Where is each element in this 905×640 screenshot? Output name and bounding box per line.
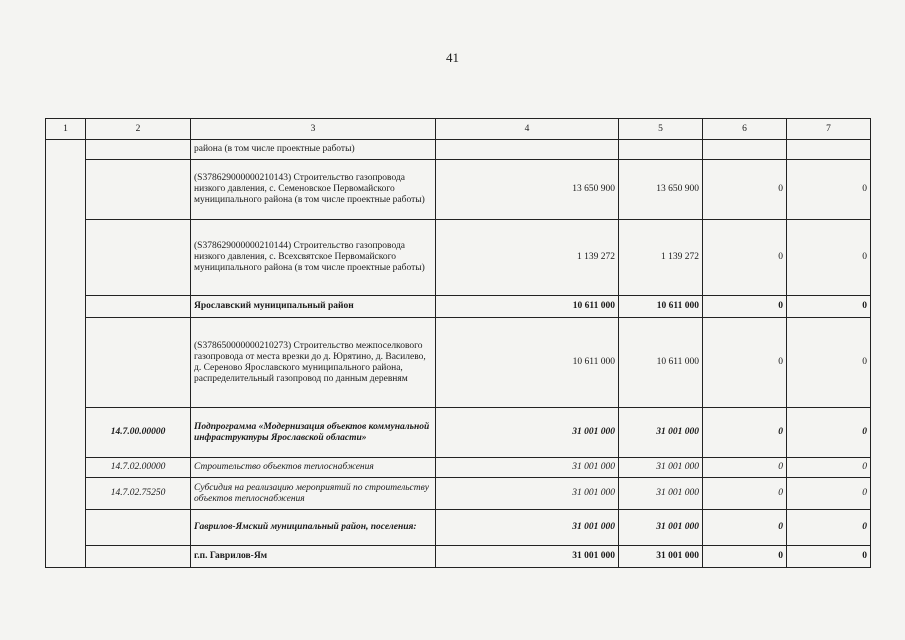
header-cell-2: 2 (86, 119, 191, 140)
amount-cell-4: 31 001 000 (436, 458, 619, 478)
table-row (46, 458, 871, 478)
amount-cell-6: 0 (703, 408, 787, 458)
amount-cell-6: 0 (703, 478, 787, 510)
amount-cell-5: 31 001 000 (619, 408, 703, 458)
header-cell-4: 4 (436, 119, 619, 140)
table-row (46, 408, 871, 458)
code-cell (86, 510, 191, 546)
amount-cell-7: 0 (787, 510, 871, 546)
header-cell-3: 3 (191, 119, 436, 140)
code-cell: 14.7.02.00000 (86, 458, 191, 478)
name-cell: Подпрограмма «Модернизация объектов коммунальной инфраструктуры Ярославской области» (191, 408, 436, 458)
name-cell: (S378629000000210144) Строительство газопровода низкого давления, с. Всехсвятское Первомайского муниципального района (в том числе проектные работы) (191, 220, 436, 296)
row-number-cell (46, 140, 86, 568)
table-row (46, 140, 871, 160)
code-cell (86, 546, 191, 568)
code-cell (86, 140, 191, 160)
amount-cell-5: 31 001 000 (619, 478, 703, 510)
amount-cell-5: 31 001 000 (619, 458, 703, 478)
amount-cell-6: 0 (703, 546, 787, 568)
table-row (46, 546, 871, 568)
code-cell (86, 296, 191, 318)
amount-cell-7: 0 (787, 458, 871, 478)
name-cell: г.п. Гаврилов-Ям (191, 546, 436, 568)
header-row (46, 119, 871, 140)
header-cell-1: 1 (46, 119, 86, 140)
amount-cell-5: 31 001 000 (619, 510, 703, 546)
amount-cell-6: 0 (703, 160, 787, 220)
amount-cell-7: 0 (787, 546, 871, 568)
amount-cell-6: 0 (703, 458, 787, 478)
amount-cell-4 (436, 140, 619, 160)
header-cell-5: 5 (619, 119, 703, 140)
amount-cell-6: 0 (703, 296, 787, 318)
amount-cell-7 (787, 140, 871, 160)
header-cell-6: 6 (703, 119, 787, 140)
amount-cell-7: 0 (787, 296, 871, 318)
amount-cell-5: 13 650 900 (619, 160, 703, 220)
code-cell (86, 318, 191, 408)
code-cell: 14.7.00.00000 (86, 408, 191, 458)
name-cell: Субсидия на реализацию мероприятий по строительству объектов теплоснабжения (191, 478, 436, 510)
table-row (46, 296, 871, 318)
amount-cell-6 (703, 140, 787, 160)
amount-cell-6: 0 (703, 220, 787, 296)
amount-cell-4: 13 650 900 (436, 160, 619, 220)
amount-cell-7: 0 (787, 478, 871, 510)
table-row (46, 220, 871, 296)
amount-cell-7: 0 (787, 160, 871, 220)
code-cell: 14.7.02.75250 (86, 478, 191, 510)
code-cell (86, 220, 191, 296)
table-row (46, 318, 871, 408)
name-cell: района (в том числе проектные работы) (191, 140, 436, 160)
code-cell (86, 160, 191, 220)
amount-cell-5: 31 001 000 (619, 546, 703, 568)
name-cell: (S378629000000210143) Строительство газопровода низкого давления, с. Семеновское Первомайского муниципального района (в том числе проектные работы) (191, 160, 436, 220)
header-cell-7: 7 (787, 119, 871, 140)
page-number: 41 (446, 50, 459, 65)
amount-cell-6: 0 (703, 510, 787, 546)
amount-cell-4: 31 001 000 (436, 478, 619, 510)
amount-cell-5: 10 611 000 (619, 318, 703, 408)
amount-cell-4: 10 611 000 (436, 318, 619, 408)
amount-cell-7: 0 (787, 318, 871, 408)
name-cell: Строительство объектов теплоснабжения (191, 458, 436, 478)
budget-table (45, 118, 871, 568)
table-row (46, 510, 871, 546)
amount-cell-4: 1 139 272 (436, 220, 619, 296)
amount-cell-5: 10 611 000 (619, 296, 703, 318)
amount-cell-4: 31 001 000 (436, 408, 619, 458)
amount-cell-4: 31 001 000 (436, 510, 619, 546)
name-cell: (S378650000000210273) Строительство межпоселкового газопровода от места врезки до д. Юрятино, д. Василево, д. Сереново Ярославского муниципального района, распределительный газопровод по данным деревням (191, 318, 436, 408)
name-cell: Гаврилов-Ямский муниципальный район, поселения: (191, 510, 436, 546)
amount-cell-5 (619, 140, 703, 160)
table-row (46, 160, 871, 220)
table-row (46, 478, 871, 510)
amount-cell-7: 0 (787, 220, 871, 296)
amount-cell-4: 31 001 000 (436, 546, 619, 568)
amount-cell-6: 0 (703, 318, 787, 408)
amount-cell-7: 0 (787, 408, 871, 458)
amount-cell-4: 10 611 000 (436, 296, 619, 318)
name-cell: Ярославский муниципальный район (191, 296, 436, 318)
amount-cell-5: 1 139 272 (619, 220, 703, 296)
